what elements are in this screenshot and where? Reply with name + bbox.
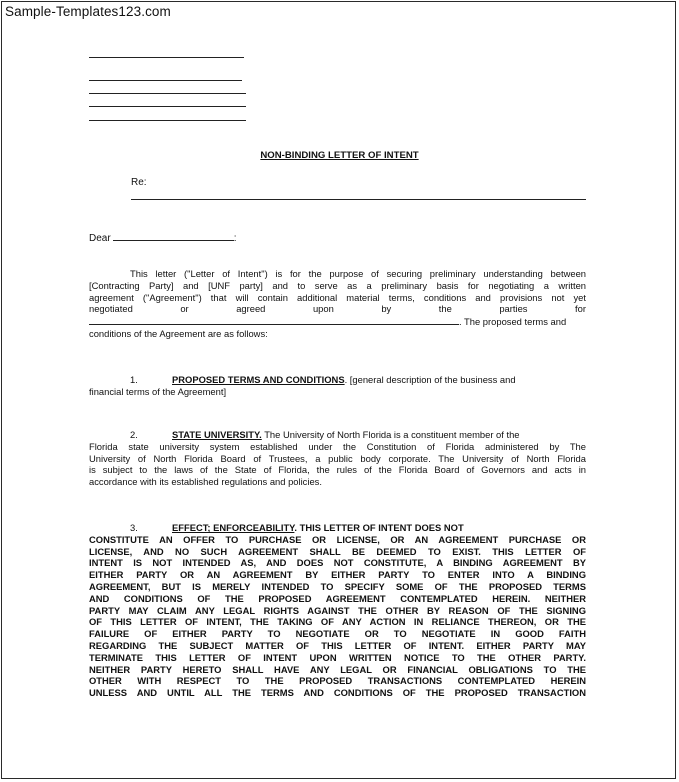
section-1	[89, 374, 586, 398]
section-3-line: FAILURE OF EITHER PARTY TO NEGOTIATE OR TO NEGOTIATE IN GOOD FAITH	[89, 628, 586, 640]
section-3	[89, 522, 586, 699]
intro-word: agreed	[236, 303, 266, 315]
address-line-4	[89, 106, 246, 107]
address-line-3	[89, 93, 246, 94]
intro-line-3: agreement ("Agreement") that will contain additional material terms, conditions and provisions not yet	[89, 291, 586, 303]
section-3-line-1	[89, 522, 586, 534]
intro-word: by	[381, 303, 392, 315]
dear-colon: :	[233, 233, 237, 244]
address-line-1	[89, 57, 244, 58]
section-2-line: University of North Florida Board of Trustees, a public body corporate. The University of North Florida	[89, 452, 586, 464]
section-3-line: NEITHER PARTY HERETO SHALL HAVE ANY LEGAL OR FINANCIAL OBLIGATIONS TO THE	[89, 663, 586, 675]
section-3-line: PARTY MAY CLAIM ANY LEGAL RIGHTS AGAINST THE OTHER BY REASON OF THE SIGNING	[89, 604, 586, 616]
section-1-line-1	[89, 374, 586, 386]
intro-word: or	[180, 303, 189, 315]
intro-word: parties	[499, 303, 528, 315]
section-3-line: AND CONDITIONS OF THE PROPOSED AGREEMENT CONTEMPLATED HEREIN. NEITHER	[89, 592, 586, 604]
section-2-line-1-text: The University of North Florida is a constituent member of the	[261, 429, 520, 440]
section-3-line-1-text: . THIS LETTER OF INTENT DOES NOT	[294, 522, 464, 533]
intro-word: negotiated	[89, 303, 133, 315]
re-label: Re:	[131, 177, 147, 188]
intro-word: upon	[312, 303, 334, 315]
section-3-heading: EFFECT; ENFORCEABILITY	[172, 522, 295, 533]
intro-line-1: This letter ("Letter of Intent") is for the purpose of securing preliminary understanding between	[130, 268, 586, 279]
intro-line-2: [Contracting Party] and [UNF party] and to serve as a preliminary basis for negotiating a written	[89, 279, 586, 291]
intro-line-5	[89, 315, 586, 328]
intro-word: the	[438, 303, 452, 315]
section-3-line: OTHER WITH RESPECT TO THE PROPOSED TRANSACTIONS CONTEMPLATED HEREIN	[89, 675, 586, 687]
intro-line-5-tail: . The proposed terms and	[459, 316, 567, 328]
section-1-heading: PROPOSED TERMS AND CONDITIONS	[172, 374, 345, 385]
section-3-line: LICENSE, AND NO SUCH AGREEMENT SHALL BE DEEMED TO EXIST. THIS LETTER OF	[89, 545, 586, 557]
section-3-number: 3.	[130, 522, 138, 533]
section-2-heading: STATE UNIVERSITY.	[172, 429, 262, 440]
section-3-line: REGARDING THE SUBJECT MATTER OF THIS LETTER OF INTENT. EITHER PARTY MAY	[89, 639, 586, 651]
address-line-5	[89, 120, 246, 121]
section-2-line: is subject to the laws of the State of Florida, the rules of the Florida Board of Governors and acts in	[89, 464, 586, 476]
salutation	[89, 231, 236, 244]
section-1-number: 1.	[130, 374, 138, 385]
re-subject-line	[131, 199, 586, 200]
section-3-line: TERMINATE THIS LETTER OF INTENT UPON WRITTEN NOTICE TO THE OTHER PARTY.	[89, 651, 586, 663]
site-watermark: Sample-Templates123.com	[5, 4, 171, 19]
section-1-line-2: financial terms of the Agreement]	[89, 385, 227, 397]
section-3-line: AGREEMENT, BUT IS MERELY INTENDED TO SPECIFY SOME OF THE PROPOSED TERMS	[89, 580, 586, 592]
document-title: NON-BINDING LETTER OF INTENT	[260, 150, 419, 161]
section-2-line: accordance with its established regulations and policies.	[89, 476, 322, 488]
section-3-line: CONSTITUTE AN OFFER TO PURCHASE OR LICENSE, OR AN AGREEMENT PURCHASE OR	[89, 533, 586, 545]
section-2-number: 2.	[130, 429, 138, 440]
section-3-line: EITHER PARTY OR AN AGREEMENT BY EITHER PARTY TO ENTER INTO A BINDING	[89, 569, 586, 581]
address-line-2	[89, 80, 242, 81]
intro-line-4	[89, 303, 586, 315]
section-2-line-1	[89, 429, 586, 441]
section-2	[89, 429, 586, 488]
section-3-line: INTENT IS NOT INTENDED AS, AND DOES NOT CONSTITUTE, A BINDING AGREEMENT BY	[89, 557, 586, 569]
parties-blank	[89, 315, 459, 325]
intro-word: for	[575, 303, 586, 315]
intro-paragraph	[89, 268, 586, 340]
section-3-line: UNLESS AND UNTIL ALL THE TERMS AND CONDITIONS OF THE PROPOSED TRANSACTION	[89, 687, 586, 699]
section-2-line: Florida state university system established under the Constitution of Florida administered by The	[89, 440, 586, 452]
section-1-line-1-text: . [general description of the business and	[344, 374, 516, 385]
recipient-blank	[113, 231, 234, 241]
intro-line-6: conditions of the Agreement are as follows:	[89, 327, 268, 339]
section-3-line: OF THIS LETTER OF INTENT, THE TAKING OF ANY ACTION IN RELIANCE THEREON, OR THE	[89, 616, 586, 628]
dear-label: Dear	[89, 233, 111, 244]
